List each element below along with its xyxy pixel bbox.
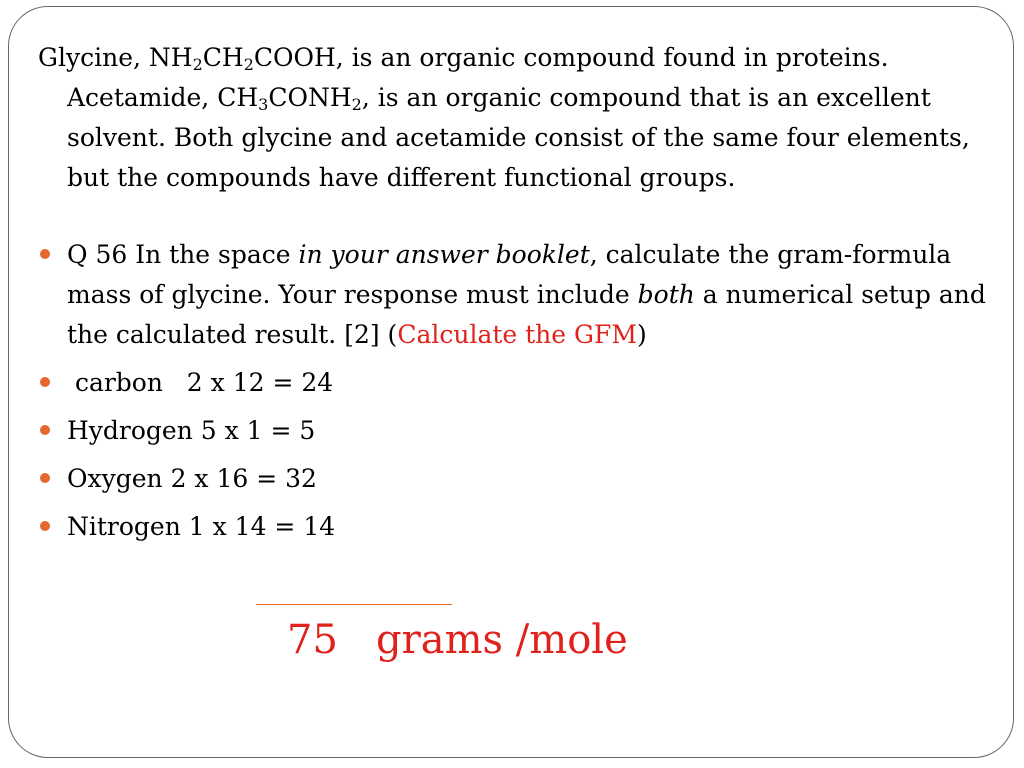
slide-content bbox=[38, 38, 988, 555]
list-item-carbon: carbon 2 x 12 = 24 bbox=[38, 363, 988, 403]
list-item-oxygen: Oxygen 2 x 16 = 32 bbox=[38, 459, 988, 499]
list-item-hydrogen: Hydrogen 5 x 1 = 5 bbox=[38, 411, 988, 451]
question-item: Q 56 In the space in your answer booklet, calculate the gram-formula mass of glycine. Your response must include both a numerical setup and the calculated result. [2] (Calculate the GFM) bbox=[38, 235, 988, 355]
sum-underline bbox=[256, 604, 452, 605]
bullet-list bbox=[38, 235, 988, 547]
result-total: 75 grams /mole bbox=[287, 617, 628, 663]
bullet-icon bbox=[40, 521, 50, 531]
list-item-nitrogen: Nitrogen 1 x 14 = 14 bbox=[38, 507, 988, 547]
bullet-icon bbox=[40, 425, 50, 435]
bullet-icon bbox=[40, 377, 50, 387]
bullet-icon bbox=[40, 249, 50, 259]
gfm-highlight: Calculate the GFM bbox=[397, 320, 637, 349]
bullet-icon bbox=[40, 473, 50, 483]
intro-paragraph: Glycine, $NH_2CH_2COOH$, is an organic compound found in proteins. Acetamide, $CH_3CONH_2$, is an organic compound that is an excellent solvent. Both glycine and acetamide consist of the same four elements, but the compounds have different functional groups. bbox=[38, 43, 970, 192]
